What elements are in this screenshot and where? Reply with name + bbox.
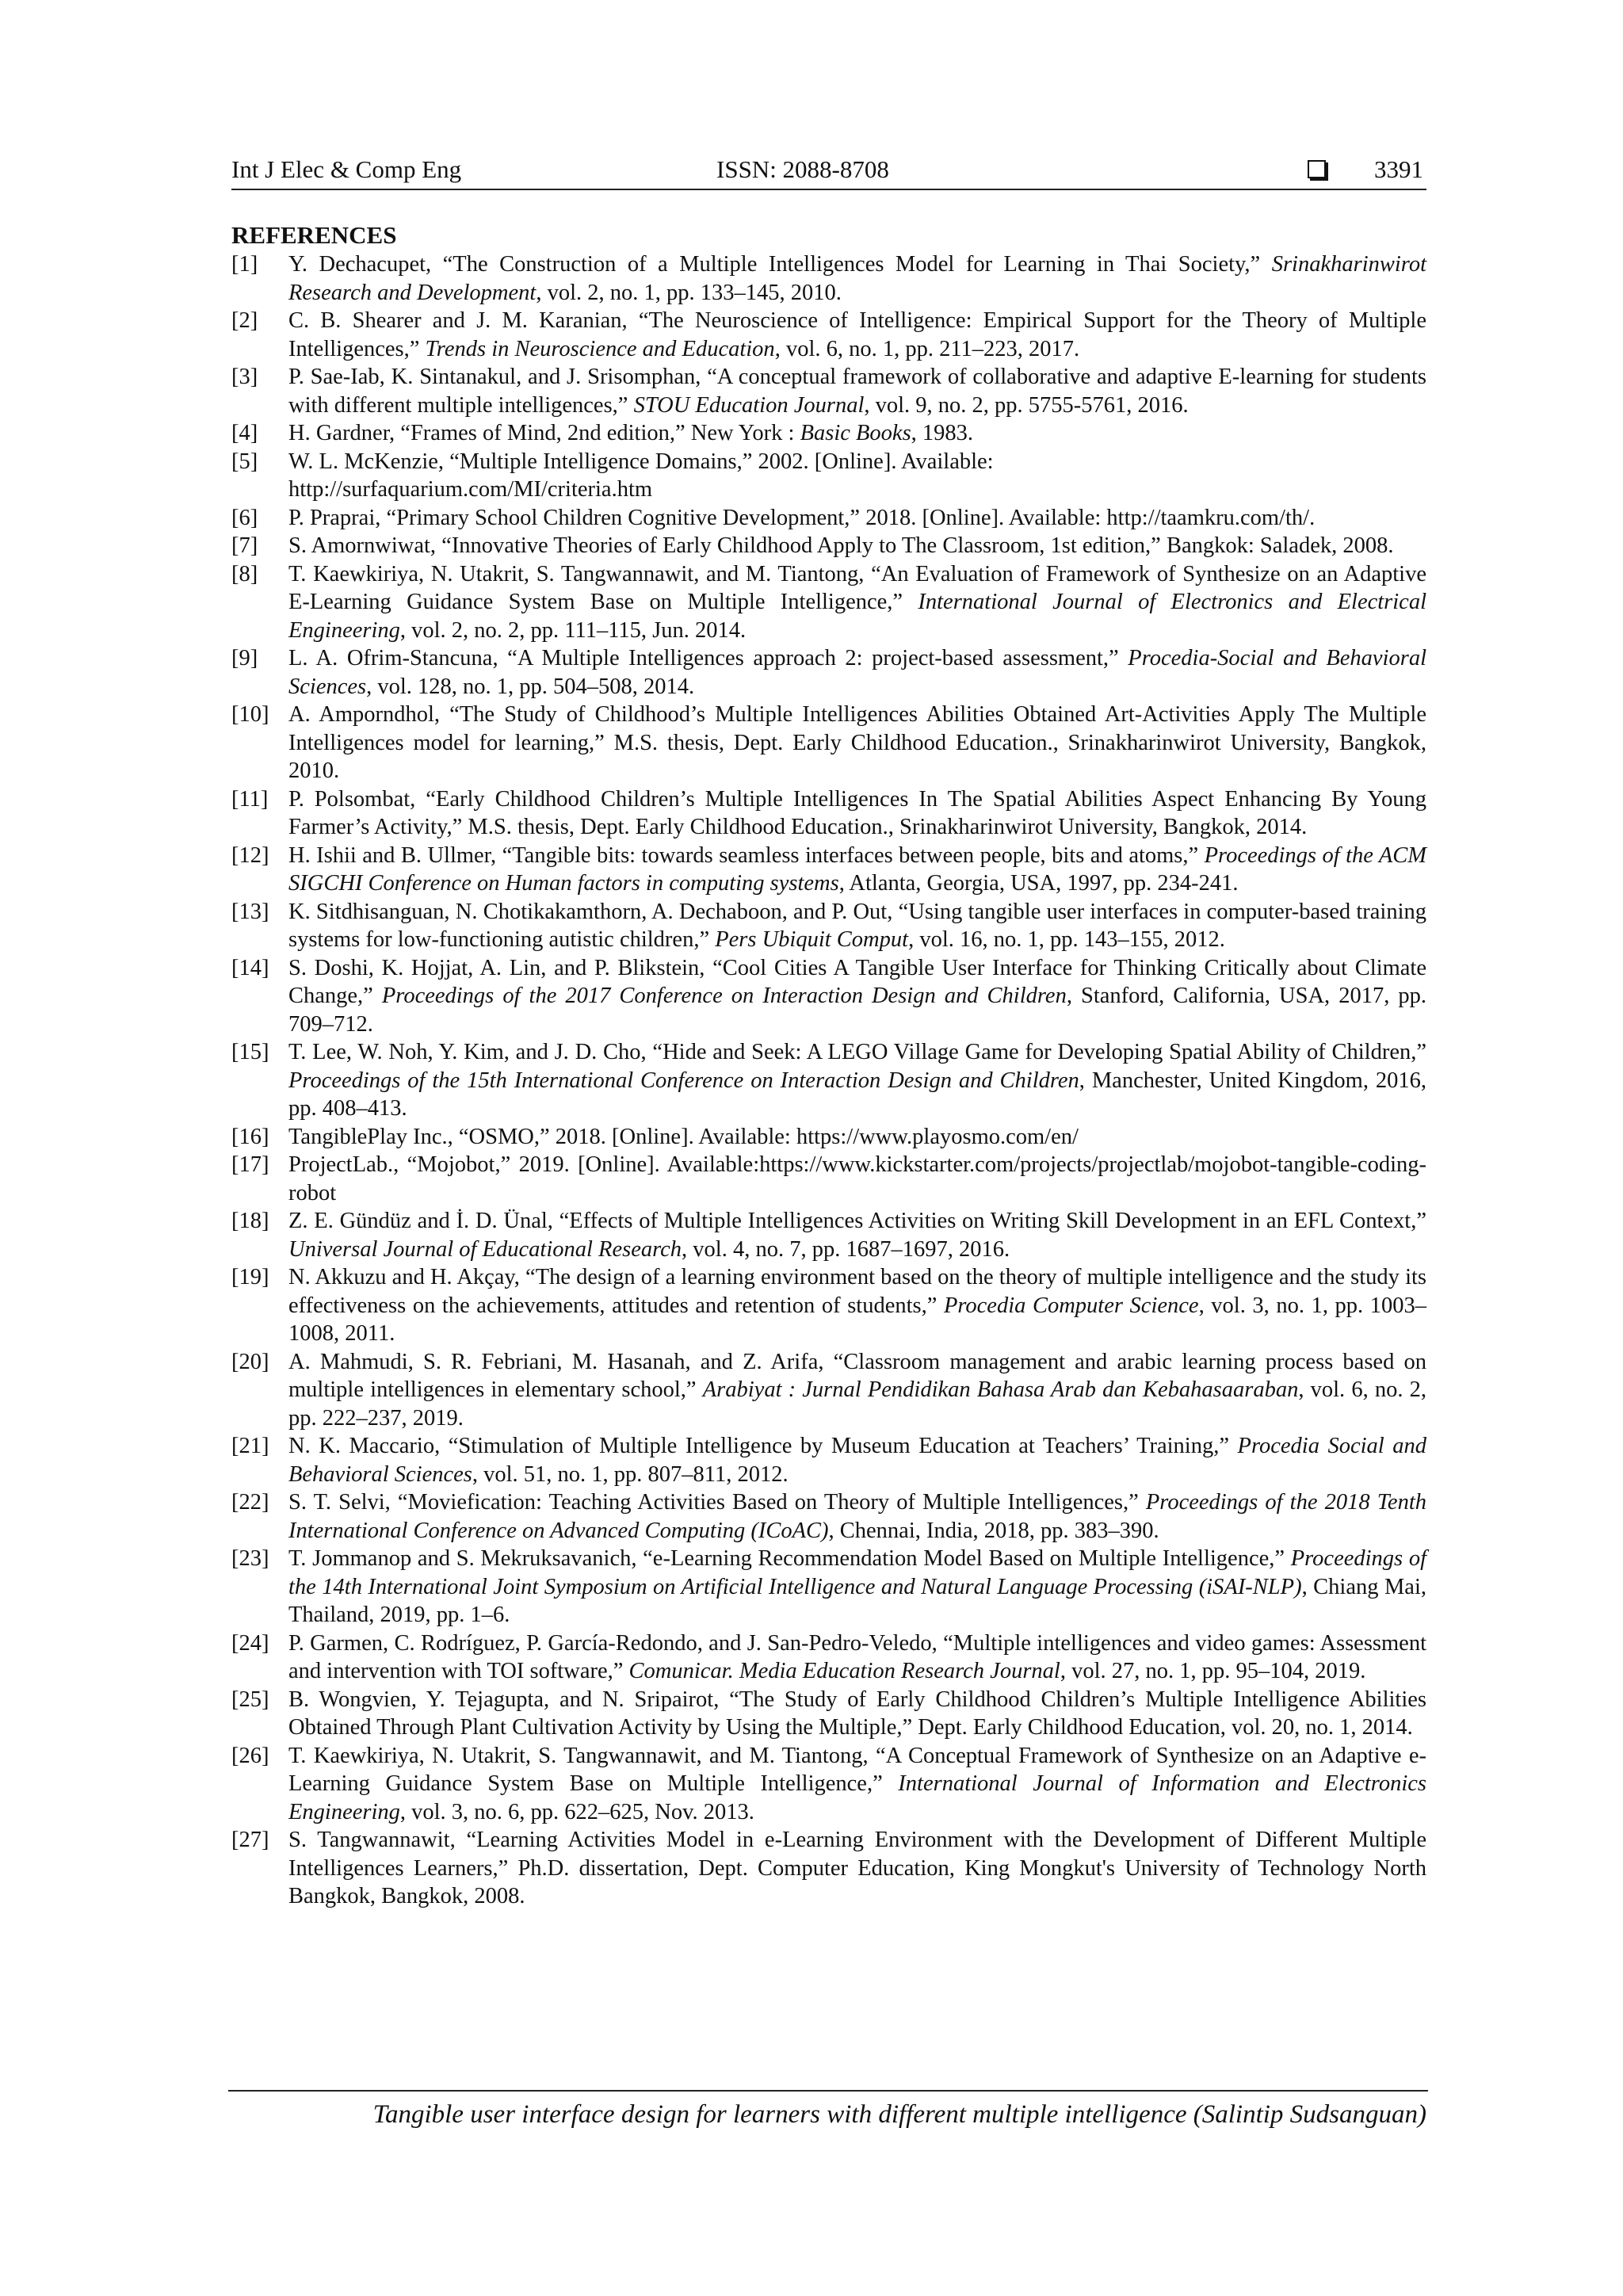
reference-number: [6] — [231, 505, 258, 530]
reference-text-end: , vol. 3, no. 6, pp. 622–625, Nov. 2013. — [399, 1799, 754, 1824]
reference-text: K. Sitdhisanguan, N. Chotikakamthorn, A. Dechaboon, and P. Out, “Using tangible user interfaces in computer-based training systems for low-functioning autistic children,” — [288, 899, 1426, 952]
reference-number: [20] — [231, 1349, 269, 1374]
reference-text-end: , 1983. — [911, 421, 974, 445]
reference-number: [21] — [231, 1434, 269, 1458]
reference-venue: International Journal of Electronics and Electrical Engineering — [288, 590, 1427, 643]
reference-item — [231, 701, 1426, 785]
running-footer: Tangible user interface design for learners with different multiple intelligence (Salintip Sudsanguan) — [372, 2100, 1426, 2129]
reference-venue: Procedia-Social and Behavioral Sciences — [288, 646, 1426, 699]
reference-text: S. Doshi, K. Hojjat, A. Lin, and P. Blikstein, “Cool Cities A Tangible User Interface for Thinking Critically about Climate Change,” — [288, 955, 1426, 1008]
reference-item — [231, 1123, 1426, 1152]
reference-number: [26] — [231, 1743, 269, 1768]
reference-text: Z. E. Gündüz and İ. D. Ünal, “Effects of Multiple Intelligences Activities on Writing Skill Development in an EFL Context,” — [288, 1209, 1426, 1233]
reference-number: [13] — [231, 899, 269, 924]
reference-number: [9] — [231, 646, 258, 670]
reference-text: T. Jommanop and S. Mekruksavanich, “e-Learning Recommendation Model Based on Multiple Intelligence,” — [288, 1546, 1291, 1571]
reference-venue: Arabiyat : Jurnal Pendidikan Bahasa Arab dan Kebahasaaraban — [702, 1377, 1299, 1402]
reference-text-end: , Manchester, United Kingdom, 2016, pp. 408–413. — [288, 1068, 1426, 1121]
reference-number: [14] — [231, 955, 269, 980]
reference-number: [22] — [231, 1490, 269, 1515]
reference-number: [12] — [231, 842, 269, 868]
page-marker-icon — [1308, 160, 1326, 178]
reference-item — [231, 504, 1426, 533]
reference-text: S. Amornwiwat, “Innovative Theories of Early Childhood Apply to The Classroom, 1st edition,” Bangkok: Saladek, 2008. — [288, 533, 1394, 558]
reference-number: [4] — [231, 421, 258, 445]
reference-text-end: , vol. 6, no. 2, pp. 222–237, 2019. — [288, 1377, 1427, 1431]
reference-item — [231, 250, 1426, 307]
reference-item — [231, 898, 1426, 954]
reference-text: A. Amporndhol, “The Study of Childhood’s Multiple Intelligences Abilities Obtained Art-Activities Apply The Multiple Intelligences model for learning,” M.S. thesis, Dept. Early Childhood Education., Srinakharinwirot University, Bangkok, 2010. — [288, 702, 1426, 783]
reference-text: T. Kaewkiriya, N. Utakrit, S. Tangwannawit, and M. Tiantong, “A Conceptual Framework of Synthesize on an Adaptive e-Learning Guidance System Base on Multiple Intelligence,” — [288, 1743, 1426, 1796]
reference-text-end: , Stanford, California, USA, 2017, pp. 709–712. — [288, 984, 1426, 1037]
reference-number: [11] — [231, 786, 269, 812]
reference-text: W. L. McKenzie, “Multiple Intelligence Domains,” 2002. [Online]. Available: — [288, 449, 994, 474]
reference-item — [231, 419, 1426, 448]
footer-rule — [228, 2090, 1428, 2092]
reference-venue: Srinakharinwirot Research and Development — [288, 252, 1426, 305]
reference-item — [231, 1038, 1426, 1123]
reference-text: H. Ishii and B. Ullmer, “Tangible bits: towards seamless interfaces between people, bits and atoms,” — [288, 842, 1205, 868]
reference-venue: Proceedings of the ACM SIGCHI Conference on Human factors in computing systems — [288, 842, 1426, 896]
reference-text-end: , vol. 51, no. 1, pp. 807–811, 2012. — [472, 1461, 789, 1487]
reference-text: P. Praprai, “Primary School Children Cognitive Development,” 2018. [Online]. Available: http://taamkru.com/th/. — [288, 505, 1316, 530]
reference-text-end: , vol. 2, no. 2, pp. 111–115, Jun. 2014. — [399, 617, 747, 643]
reference-text: T. Lee, W. Noh, Y. Kim, and J. D. Cho, “Hide and Seek: A LEGO Village Game for Developing Spatial Ability of Children,” — [288, 1040, 1426, 1064]
reference-text-end: , vol. 3, no. 1, pp. 1003–1008, 2011. — [288, 1293, 1426, 1346]
reference-text: S. T. Selvi, “Moviefication: Teaching Activities Based on Theory of Multiple Intelligences,” — [288, 1490, 1146, 1515]
reference-text-end: , vol. 27, no. 1, pp. 95–104, 2019. — [1060, 1659, 1366, 1683]
journal-name: Int J Elec & Comp Eng — [231, 155, 462, 183]
reference-number: [24] — [231, 1630, 269, 1656]
reference-venue: Proceedings of the 2017 Conference on Interaction Design and Children — [381, 984, 1067, 1008]
reference-text: N. Akkuzu and H. Akçay, “The design of a learning environment based on the theory of multiple intelligence and the study its effectiveness on the achievements, attitudes and retention of students,” — [288, 1265, 1426, 1318]
reference-text: B. Wongvien, Y. Tejagupta, and N. Sripairot, “The Study of Early Childhood Children’s Multiple Intelligence Abilities Obtained Through Plant Cultivation Activity by Using the Multiple,” Dept. Early Childhood Education, vol. 20, no. 1, 2014. — [288, 1687, 1426, 1740]
reference-text-end: , Chiang Mai, Thailand, 2019, pp. 1–6. — [288, 1574, 1426, 1627]
reference-number: [19] — [231, 1265, 269, 1289]
running-header — [231, 152, 1426, 190]
reference-item — [231, 644, 1426, 701]
reference-text: ProjectLab., “Mojobot,” 2019. [Online]. Available:https://www.kickstarter.com/projects/projectlab/mojobot-tangible-coding-robot — [288, 1152, 1426, 1205]
reference-venue: Proceedings of the 2018 Tenth International Conference on Advanced Computing (ICoAC) — [288, 1490, 1426, 1543]
reference-item — [231, 1488, 1426, 1545]
reference-number: [17] — [231, 1152, 269, 1177]
reference-venue: Proceedings of the 14th International Joint Symposium on Artificial Intelligence and Natural Language Processing (iSAI-NLP) — [288, 1546, 1426, 1599]
reference-item — [231, 1686, 1426, 1742]
reference-text: C. B. Shearer and J. M. Karanian, “The Neuroscience of Intelligence: Empirical Support for the Theory of Multiple Intelligences,” — [288, 308, 1426, 361]
page-number: 3391 — [1374, 155, 1423, 183]
reference-text: H. Gardner, “Frames of Mind, 2nd edition,” New York : — [288, 421, 800, 445]
reference-venue: Pers Ubiquit Comput — [715, 927, 909, 952]
reference-text: T. Kaewkiriya, N. Utakrit, S. Tangwannawit, and M. Tiantong, “An Evaluation of Framework of Synthesize on an Adaptive E-Learning Guidance System Base on Multiple Intelligence,” — [288, 561, 1426, 614]
reference-item — [231, 1207, 1426, 1263]
reference-number: [1] — [231, 252, 258, 277]
reference-item — [231, 532, 1426, 560]
reference-text-end: http://surfaquarium.com/MI/criteria.htm — [288, 477, 653, 502]
reference-text: L. A. Ofrim-Stancuna, “A Multiple Intelligences approach 2: project-based assessment,” — [288, 646, 1128, 670]
reference-venue: International Journal of Information and Electronics Engineering — [288, 1771, 1427, 1824]
reference-text-end: , vol. 128, no. 1, pp. 504–508, 2014. — [366, 674, 695, 699]
reference-text-end: , vol. 16, no. 1, pp. 143–155, 2012. — [908, 927, 1225, 952]
reference-venue: Proceedings of the 15th International Conference on Interaction Design and Children — [288, 1068, 1079, 1093]
reference-item — [231, 1826, 1426, 1911]
reference-text: P. Garmen, C. Rodríguez, P. García-Redondo, and J. San-Pedro-Veledo, “Multiple intelligences and video games: Assessment and intervention with TOI software,” — [288, 1630, 1426, 1683]
reference-item — [231, 1545, 1426, 1629]
reference-item — [231, 1263, 1426, 1348]
reference-text: P. Sae-Iab, K. Sintanakul, and J. Srisomphan, “A conceptual framework of collaborative and adaptive E-learning for students with different multiple intelligences,” — [288, 365, 1426, 418]
reference-number: [27] — [231, 1828, 269, 1852]
reference-venue: Universal Journal of Educational Research — [288, 1236, 682, 1262]
reference-number: [2] — [231, 308, 258, 333]
reference-number: [5] — [231, 449, 258, 474]
reference-text-end: , Chennai, India, 2018, pp. 383–390. — [828, 1518, 1159, 1543]
reference-item — [231, 1151, 1426, 1207]
reference-list — [231, 250, 1426, 1911]
reference-text-end: , Atlanta, Georgia, USA, 1997, pp. 234-241. — [838, 871, 1239, 896]
reference-number: [8] — [231, 561, 258, 586]
reference-number: [3] — [231, 365, 258, 389]
reference-item — [231, 954, 1426, 1039]
reference-item — [231, 560, 1426, 645]
reference-number: [15] — [231, 1040, 269, 1064]
reference-number: [25] — [231, 1687, 269, 1712]
reference-number: [18] — [231, 1209, 269, 1233]
reference-item — [231, 1432, 1426, 1488]
reference-venue: STOU Education Journal — [633, 392, 865, 418]
reference-text: N. K. Maccario, “Stimulation of Multiple Intelligence by Museum Education at Teachers’ Training,” — [288, 1434, 1238, 1458]
reference-number: [23] — [231, 1546, 269, 1571]
reference-item — [231, 1348, 1426, 1433]
reference-text-end: , vol. 6, no. 1, pp. 211–223, 2017. — [774, 336, 1080, 361]
reference-text: S. Tangwannawit, “Learning Activities Model in e-Learning Environment with the Development of Different Multiple Intelligences Learners,” Ph.D. dissertation, Dept. Computer Education, King Mongkut's University of Technology North Bangkok, Bangkok, 2008. — [288, 1828, 1426, 1908]
reference-item — [231, 363, 1426, 419]
reference-item — [231, 448, 1426, 504]
reference-item — [231, 842, 1426, 898]
reference-item — [231, 1629, 1426, 1686]
reference-text-end: , vol. 2, no. 1, pp. 133–145, 2010. — [536, 280, 842, 305]
reference-venue: Basic Books — [800, 421, 911, 445]
reference-venue: Comunicar. Media Education Research Journal — [628, 1659, 1060, 1683]
reference-venue: Trends in Neuroscience and Education — [425, 336, 775, 361]
reference-number: [16] — [231, 1124, 269, 1149]
reference-item — [231, 785, 1426, 842]
reference-text-end: , vol. 4, no. 7, pp. 1687–1697, 2016. — [682, 1236, 1010, 1262]
section-title: REFERENCES — [231, 221, 397, 249]
reference-text-end: , vol. 9, no. 2, pp. 5755-5761, 2016. — [864, 392, 1189, 418]
reference-venue: Procedia Computer Science — [943, 1293, 1199, 1318]
reference-item — [231, 307, 1426, 363]
reference-number: [10] — [231, 702, 269, 727]
reference-text: P. Polsombat, “Early Childhood Children’s Multiple Intelligences In The Spatial Abilities Aspect Enhancing By Young Farmer’s Activity,” M.S. thesis, Dept. Early Childhood Education., Srinakharinwirot University, Bangkok, 2014. — [288, 786, 1426, 839]
reference-item — [231, 1742, 1426, 1827]
issn: ISSN: 2088-8708 — [716, 155, 889, 183]
reference-number: [7] — [231, 533, 258, 558]
reference-venue: Procedia Social and Behavioral Sciences — [288, 1434, 1426, 1487]
reference-text: TangiblePlay Inc., “OSMO,” 2018. [Online]. Available: https://www.playosmo.com/en/ — [288, 1124, 1079, 1149]
reference-text: Y. Dechacupet, “The Construction of a Multiple Intelligences Model for Learning in Thai Society,” — [288, 252, 1272, 277]
reference-text: A. Mahmudi, S. R. Febriani, M. Hasanah, and Z. Arifa, “Classroom management and arabic learning process based on multiple intelligences in elementary school,” — [288, 1349, 1426, 1402]
